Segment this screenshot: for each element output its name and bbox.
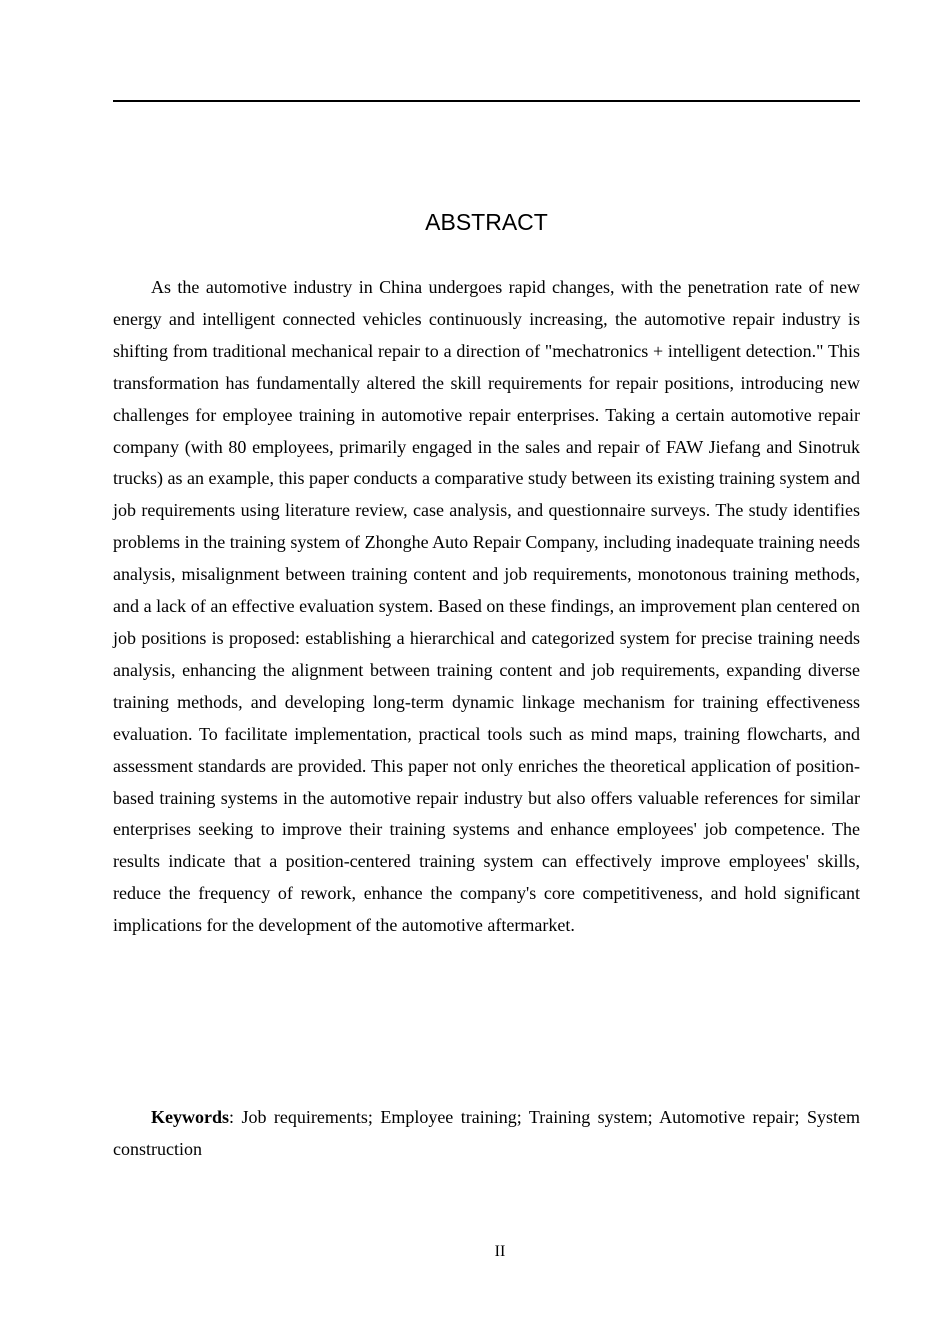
abstract-title: ABSTRACT <box>425 209 548 235</box>
keywords-paragraph <box>113 1102 860 1166</box>
keywords-separator: : <box>229 1107 242 1127</box>
page-number: II <box>494 1243 506 1260</box>
abstract-body: As the automotive industry in China undergoes rapid changes, with the penetration rate of new energy and intelligent connected vehicles continuously increasing, the automotive repair industry is shifting from traditional mechanical repair to a direction of "mechatronics + intelligent detection." This transformation has fundamentally altered the skill requirements for repair positions, introducing new challenges for employee training in automotive repair enterprises. Taking a certain automotive repair company (with 80 employees, primarily engaged in the sales and repair of FAW Jiefang and Sinotruk trucks) as an example, this paper conducts a comparative study between its existing training system and job requirements using literature review, case analysis, and questionnaire surveys. The study identifies problems in the training system of Zhonghe Auto Repair Company, including inadequate training needs analysis, misalignment between training content and job requirements, monotonous training methods, and a lack of an effective evaluation system. Based on these findings, an improvement plan centered on job positions is proposed: establishing a hierarchical and categorized system for precise training needs analysis, enhancing the alignment between training content and job requirements, expanding diverse training methods, and developing long-term dynamic linkage mechanism for training effectiveness evaluation. To facilitate implementation, practical tools such as mind maps, training flowcharts, and assessment standards are provided. This paper not only enriches the theoretical application of position-based training systems in the automotive repair industry but also offers valuable references for similar enterprises seeking to improve their training systems and enhance employees' job competence. The results indicate that a position-centered training system can effectively improve employees' skills, reduce the frequency of rework, enhance the company's core competitiveness, and hold significant implications for the development of the automotive aftermarket. <box>113 277 860 936</box>
header-rule <box>113 100 860 102</box>
keywords-text: Job requirements; Employee training; Training system; Automotive repair; System construction <box>113 1107 860 1159</box>
keywords-label: Keywords <box>151 1107 229 1127</box>
